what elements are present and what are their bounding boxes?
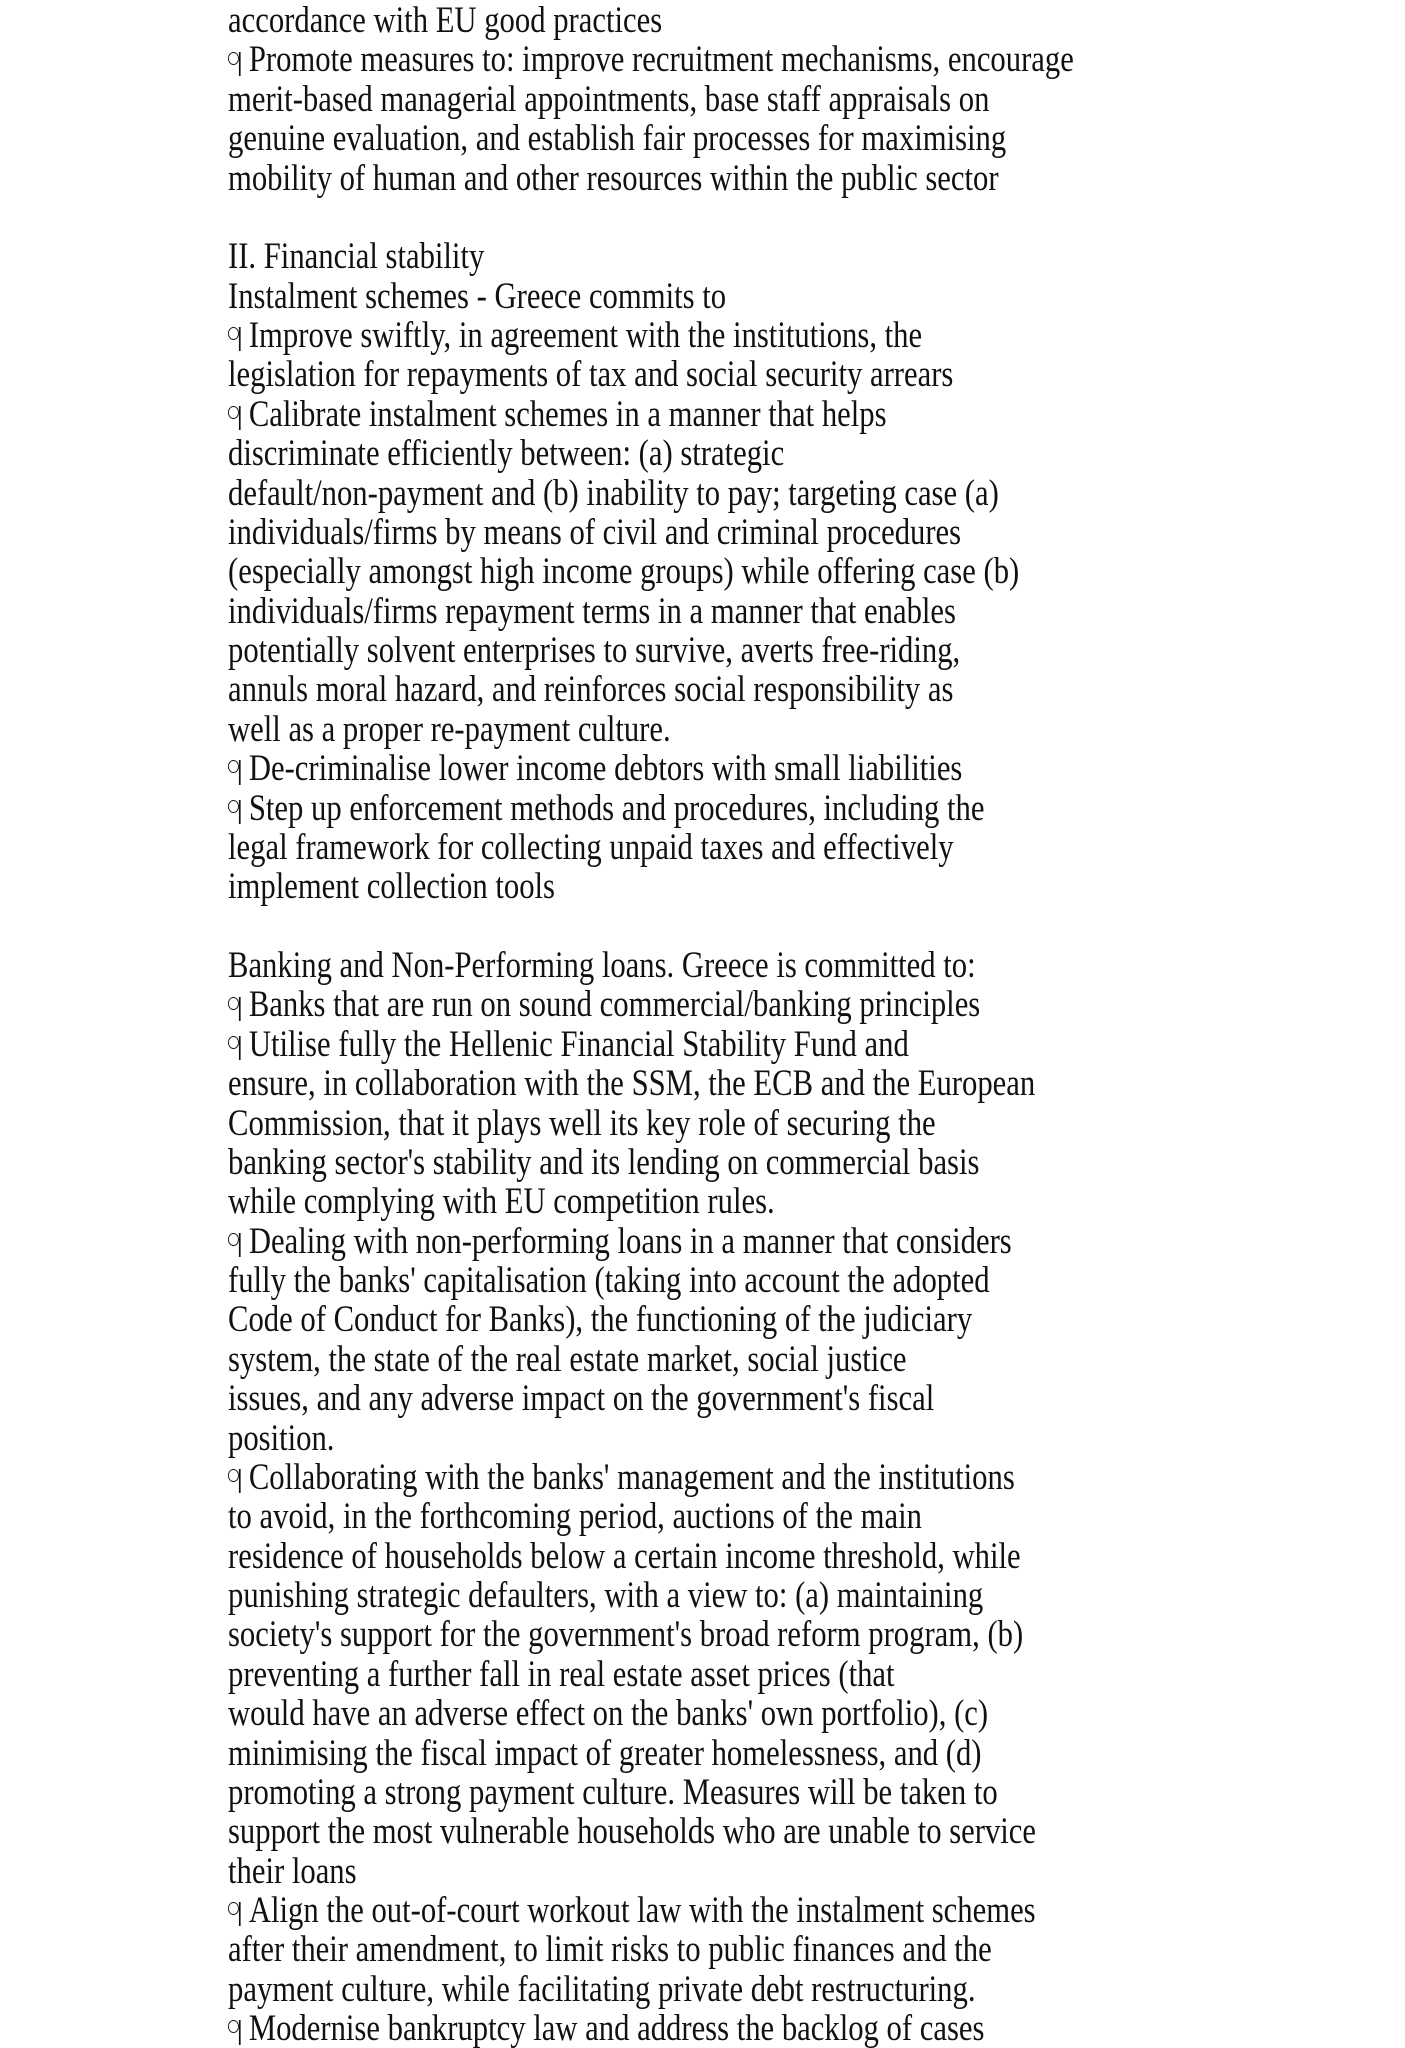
line-text: promoting a strong payment culture. Measures will be taken to bbox=[228, 1770, 998, 1812]
line-text: II. Financial stability bbox=[228, 235, 485, 277]
text-line bbox=[228, 1693, 1215, 1732]
bullet-icon bbox=[228, 800, 241, 822]
line-text: position. bbox=[228, 1416, 335, 1458]
line-text: Commission, that it plays well its key role of securing the bbox=[228, 1101, 936, 1143]
line-text: minimising the fiscal impact of greater homelessness, and (d) bbox=[228, 1731, 982, 1773]
text-line bbox=[228, 1536, 1215, 1575]
bullet-line bbox=[228, 394, 1215, 433]
line-text: Banking and Non-Performing loans. Greece is committed to: bbox=[228, 944, 976, 985]
text-line bbox=[228, 906, 1215, 945]
text-line bbox=[228, 1969, 1215, 2008]
text-line bbox=[228, 0, 1215, 39]
text-line bbox=[228, 866, 1215, 905]
bullet-line bbox=[228, 1024, 1215, 1063]
text-line bbox=[228, 1181, 1215, 1220]
line-text: while complying with EU competition rules. bbox=[228, 1180, 775, 1222]
bullet-icon bbox=[228, 2020, 241, 2042]
bullet-line bbox=[228, 788, 1215, 827]
text-line bbox=[228, 1851, 1215, 1890]
bullet-icon bbox=[228, 1902, 241, 1924]
bullet-icon bbox=[228, 1469, 241, 1491]
text-line bbox=[228, 591, 1215, 630]
line-text: merit-based managerial appointments, base staff appraisals on bbox=[228, 77, 990, 119]
line-text: Dealing with non-performing loans in a manner that considers bbox=[248, 1219, 1012, 1261]
line-text: individuals/firms repayment terms in a manner that enables bbox=[228, 589, 956, 631]
line-text: legislation for repayments of tax and social security arrears bbox=[228, 353, 954, 395]
line-text: accordance with EU good practices bbox=[228, 0, 663, 40]
bullet-icon bbox=[228, 1036, 241, 1058]
line-text: issues, and any adverse impact on the government's fiscal bbox=[228, 1377, 935, 1419]
bullet-line bbox=[228, 39, 1215, 78]
line-text: would have an adverse effect on the banks' own portfolio), (c) bbox=[228, 1692, 989, 1734]
text-line bbox=[228, 1103, 1215, 1142]
line-text: to avoid, in the forthcoming period, auctions of the main bbox=[228, 1495, 922, 1537]
text-line bbox=[228, 1299, 1215, 1338]
line-text: support the most vulnerable households who are unable to service bbox=[228, 1810, 1037, 1852]
text-line bbox=[228, 709, 1215, 748]
text-line bbox=[228, 118, 1215, 157]
text-line bbox=[228, 1378, 1215, 1417]
line-text: banking sector's stability and its lending on commercial basis bbox=[228, 1140, 980, 1182]
bullet-icon bbox=[228, 760, 241, 782]
bullet-line bbox=[228, 1457, 1215, 1496]
bullet-icon bbox=[228, 52, 241, 74]
text-line bbox=[228, 1418, 1215, 1457]
line-text: society's support for the government's broad reform program, (b) bbox=[228, 1613, 1024, 1655]
line-text: potentially solvent enterprises to survive, averts free-riding, bbox=[228, 629, 961, 670]
text-line bbox=[228, 1496, 1215, 1535]
text-line bbox=[228, 79, 1215, 118]
line-text: their loans bbox=[228, 1849, 357, 1891]
line-text: fully the banks' capitalisation (taking into account the adopted bbox=[228, 1259, 990, 1300]
bullet-line bbox=[228, 1890, 1215, 1929]
text-line bbox=[228, 1772, 1215, 1811]
bullet-line bbox=[228, 984, 1215, 1023]
text-line bbox=[228, 276, 1215, 315]
document-body bbox=[228, 0, 1215, 2048]
text-line bbox=[228, 1733, 1215, 1772]
bullet-line bbox=[228, 748, 1215, 787]
line-text: legal framework for collecting unpaid taxes and effectively bbox=[228, 825, 954, 867]
bullet-icon bbox=[228, 1233, 241, 1255]
line-text: Step up enforcement methods and procedures, including the bbox=[248, 786, 985, 828]
text-line bbox=[228, 354, 1215, 393]
text-line bbox=[228, 669, 1215, 708]
section-heading-line bbox=[228, 236, 1215, 275]
line-text: Code of Conduct for Banks), the functioning of the judiciary bbox=[228, 1298, 973, 1340]
line-text: system, the state of the real estate market, social justice bbox=[228, 1337, 907, 1379]
text-line bbox=[228, 433, 1215, 472]
text-line bbox=[228, 1142, 1215, 1181]
line-text: residence of households below a certain income threshold, while bbox=[228, 1534, 1021, 1576]
line-text: (especially amongst high income groups) while offering case (b) bbox=[228, 550, 1020, 592]
text-line bbox=[228, 1063, 1215, 1102]
text-line bbox=[228, 1929, 1215, 1968]
line-text: implement collection tools bbox=[228, 865, 555, 907]
line-text: Modernise bankruptcy law and address the backlog of cases bbox=[248, 2007, 985, 2048]
line-text: Calibrate instalment schemes in a manner that helps bbox=[248, 392, 887, 434]
line-text: annuls moral hazard, and reinforces social responsibility as bbox=[228, 668, 954, 710]
text-line bbox=[228, 827, 1215, 866]
text-line bbox=[228, 1654, 1215, 1693]
bullet-line bbox=[228, 1221, 1215, 1260]
line-text: preventing a further fall in real estate asset prices (that bbox=[228, 1652, 895, 1694]
line-text: payment culture, while facilitating private debt restructuring. bbox=[228, 1967, 976, 2009]
text-line bbox=[228, 158, 1215, 197]
line-text: Banks that are run on sound commercial/banking principles bbox=[248, 983, 981, 1025]
line-text: genuine evaluation, and establish fair processes for maximising bbox=[228, 117, 1007, 159]
text-line bbox=[228, 197, 1215, 236]
text-line bbox=[228, 630, 1215, 669]
line-text: discriminate efficiently between: (a) strategic bbox=[228, 432, 785, 474]
line-text: ensure, in collaboration with the SSM, the ECB and the European bbox=[228, 1062, 1036, 1104]
section-heading-line bbox=[228, 945, 1215, 984]
line-text: individuals/firms by means of civil and criminal procedures bbox=[228, 510, 962, 552]
line-text: punishing strategic defaulters, with a view to: (a) maintaining bbox=[228, 1574, 984, 1615]
text-line bbox=[228, 1811, 1215, 1850]
text-line bbox=[228, 473, 1215, 512]
line-text: Instalment schemes - Greece commits to bbox=[228, 274, 727, 316]
bullet-icon bbox=[228, 327, 241, 349]
text-line bbox=[228, 551, 1215, 590]
bullet-line bbox=[228, 2008, 1215, 2047]
text-line bbox=[228, 1260, 1215, 1299]
line-text: Collaborating with the banks' management and the institutions bbox=[248, 1455, 1015, 1497]
line-text: Promote measures to: improve recruitment mechanisms, encourage bbox=[248, 38, 1074, 80]
line-text: De-criminalise lower income debtors with small liabilities bbox=[248, 747, 963, 789]
text-line bbox=[228, 1575, 1215, 1614]
line-text: Utilise fully the Hellenic Financial Stability Fund and bbox=[248, 1022, 909, 1064]
line-text: Align the out-of-court workout law with the instalment schemes bbox=[248, 1889, 1036, 1930]
line-text: after their amendment, to limit risks to public finances and the bbox=[228, 1928, 992, 1970]
bullet-line bbox=[228, 315, 1215, 354]
line-text: well as a proper re-payment culture. bbox=[228, 707, 671, 749]
line-text: Improve swiftly, in agreement with the institutions, the bbox=[248, 314, 923, 355]
text-line bbox=[228, 512, 1215, 551]
bullet-icon bbox=[228, 997, 241, 1019]
text-line bbox=[228, 1614, 1215, 1653]
bullet-icon bbox=[228, 406, 241, 428]
line-text: mobility of human and other resources within the public sector bbox=[228, 156, 999, 198]
line-text: default/non-payment and (b) inability to pay; targeting case (a) bbox=[228, 471, 999, 513]
text-line bbox=[228, 1339, 1215, 1378]
